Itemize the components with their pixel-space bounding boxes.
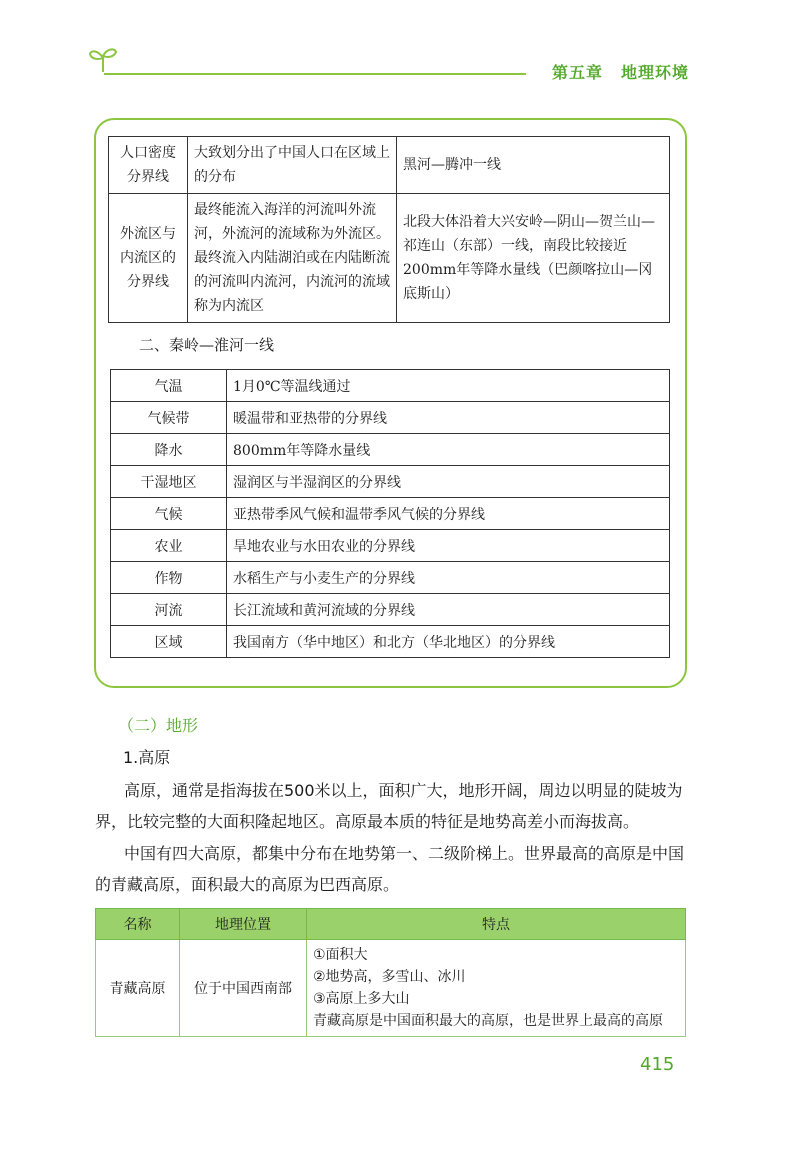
table-cell: 湿润区与半湿润区的分界线 [227, 466, 670, 498]
topic-heading: 1.高原 [123, 748, 171, 767]
table-header-row [96, 909, 686, 940]
table-cell: 最终能流入海洋的河流叫外流河，外流河的流域称为外流区。最终流入内陆湖泊或在内陆断流的河流叫内流河，内流河的流域称为内流区 [188, 194, 397, 323]
chapter-title: 地理环境 [621, 63, 690, 82]
chapter-heading [552, 60, 689, 83]
sprout-icon [88, 46, 118, 74]
table-cell: 北段大体沿着大兴安岭—阴山—贺兰山—祁连山（东部）一线，南段比较接近200mm年等降水量线（巴颜喀拉山—冈底斯山） [397, 194, 670, 323]
table-cell: 旱地农业与水田农业的分界线 [227, 530, 670, 562]
table-cell: 河流 [111, 594, 227, 626]
feature-line: 青藏高原是中国面积最大的高原，也是世界上最高的高原 [313, 1013, 663, 1029]
table-cell: 位于中国西南部 [180, 940, 307, 1037]
table-cell: 人口密度分界线 [109, 137, 188, 194]
table-cell: 作物 [111, 562, 227, 594]
table-cell: 青藏高原 [96, 940, 180, 1037]
table-row [111, 434, 670, 466]
table-cell: 1月0℃等温线通过 [227, 370, 670, 402]
column-header: 地理位置 [180, 909, 307, 940]
table-row [111, 530, 670, 562]
table-cell: 水稻生产与小麦生产的分界线 [227, 562, 670, 594]
page-number: 415 [640, 1054, 675, 1075]
feature-line: ③高原上多大山 [313, 991, 410, 1007]
table-cell: 大致划分出了中国人口在区域上的分布 [188, 137, 397, 194]
table-cell: 干湿地区 [111, 466, 227, 498]
chapter-number: 第五章 [552, 63, 604, 82]
table-row [109, 137, 670, 194]
feature-line: ①面积大 [313, 947, 368, 963]
table-cell: 800mm年等降水量线 [227, 434, 670, 466]
table-cell: 气温 [111, 370, 227, 402]
subsection-heading: 二、秦岭—淮河一线 [139, 336, 275, 354]
table-cell: 农业 [111, 530, 227, 562]
boundary-lines-table [108, 136, 670, 323]
table-row [111, 466, 670, 498]
table-row [111, 562, 670, 594]
qinling-huaihe-table [110, 369, 670, 658]
header-rule [104, 73, 526, 75]
table-cell [307, 940, 686, 1037]
section-heading: （二）地形 [118, 716, 199, 735]
column-header: 特点 [307, 909, 686, 940]
table-cell: 降水 [111, 434, 227, 466]
feature-line: ②地势高，多雪山、冰川 [313, 969, 466, 985]
table-cell: 暖温带和亚热带的分界线 [227, 402, 670, 434]
table-row [111, 498, 670, 530]
table-cell: 亚热带季风气候和温带季风气候的分界线 [227, 498, 670, 530]
table-cell: 气候带 [111, 402, 227, 434]
plateau-table [95, 908, 686, 1037]
table-cell: 外流区与内流区的分界线 [109, 194, 188, 323]
table-cell: 区域 [111, 626, 227, 658]
page-header [0, 0, 800, 90]
table-row [111, 370, 670, 402]
table-row [111, 402, 670, 434]
table-row [96, 940, 686, 1037]
body-paragraph: 中国有四大高原，都集中分布在地势第一、二级阶梯上。世界最高的高原是中国的青藏高原，面积最大的高原为巴西高原。 [95, 844, 685, 894]
table-row [109, 194, 670, 323]
column-header: 名称 [96, 909, 180, 940]
table-row [111, 626, 670, 658]
table-cell: 我国南方（华中地区）和北方（华北地区）的分界线 [227, 626, 670, 658]
table-cell: 黑河—腾冲一线 [397, 137, 670, 194]
table-cell: 长江流域和黄河流域的分界线 [227, 594, 670, 626]
body-paragraph: 高原，通常是指海拔在500米以上，面积广大，地形开阔，周边以明显的陡坡为界，比较完整的大面积隆起地区。高原最本质的特征是地势高差小而海拔高。 [95, 781, 683, 831]
table-cell: 气候 [111, 498, 227, 530]
table-row [111, 594, 670, 626]
